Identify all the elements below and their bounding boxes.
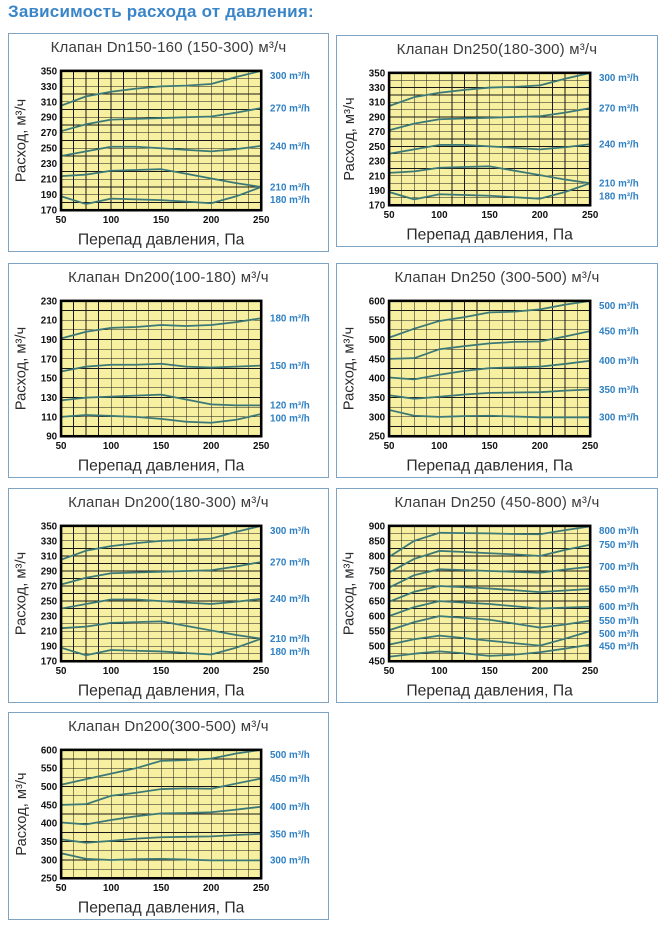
chart-panel: [336, 488, 658, 703]
x-tick-label: 200: [203, 214, 220, 226]
x-tick-label: 250: [582, 440, 599, 452]
curve-label: 550 m³/h: [599, 615, 639, 627]
y-axis-label: Расход, м³/ч: [13, 98, 30, 182]
y-tick-label: 300: [40, 854, 58, 866]
curve-label: 400 m³/h: [599, 355, 639, 367]
curve-label: 350 m³/h: [599, 384, 639, 396]
y-axis-label: Расход, м³/ч: [341, 551, 358, 635]
curve-label: 450 m³/h: [599, 326, 639, 338]
curve-label: 210 m³/h: [598, 178, 639, 190]
x-tick-label: 150: [152, 665, 170, 677]
x-tick-label: 50: [55, 665, 67, 677]
x-axis-label: Перепад давления, Па: [406, 682, 573, 700]
y-tick-label: 310: [368, 97, 386, 109]
y-tick-label: 210: [40, 174, 58, 186]
chart-canvas: [337, 293, 656, 477]
x-axis-label: Перепад давления, Па: [406, 457, 573, 475]
y-axis-label: Расход, м³/ч: [13, 326, 30, 410]
x-tick-label: 250: [253, 440, 270, 452]
x-tick-label: 150: [152, 440, 170, 452]
y-tick-label: 230: [40, 611, 58, 623]
curve-label: 100 m³/h: [270, 413, 310, 425]
y-tick-label: 800: [368, 550, 386, 562]
y-tick-label: 550: [368, 626, 386, 638]
curve-label: 180 m³/h: [270, 194, 310, 206]
y-tick-label: 500: [40, 781, 58, 793]
x-tick-label: 200: [202, 665, 220, 677]
y-tick-label: 250: [368, 431, 386, 443]
x-tick-label: 100: [102, 665, 120, 677]
y-tick-label: 270: [40, 127, 58, 139]
chart-title: Клапан Dn200(180-300) м³/ч: [68, 494, 269, 511]
x-tick-label: 50: [55, 882, 67, 894]
x-axis-label: Перепад давления, Па: [77, 231, 245, 249]
curve-label: 650 m³/h: [599, 584, 639, 596]
curve-label: 270 m³/h: [270, 103, 310, 115]
chart-title: Клапан Dn250(180-300) м³/ч: [396, 41, 598, 58]
y-tick-label: 450: [368, 656, 386, 668]
curve-label: 180 m³/h: [270, 313, 310, 325]
y-tick-label: 210: [40, 315, 58, 327]
x-tick-label: 200: [531, 440, 549, 452]
curve-label: 400 m³/h: [269, 801, 310, 813]
x-tick-label: 50: [383, 665, 395, 677]
y-tick-label: 350: [40, 65, 58, 77]
x-tick-label: 100: [102, 214, 120, 226]
curve-label: 180 m³/h: [270, 646, 310, 658]
chart-canvas: [9, 63, 327, 251]
y-tick-label: 750: [368, 565, 386, 577]
y-tick-label: 190: [40, 641, 58, 653]
x-tick-label: 200: [202, 440, 220, 452]
y-tick-label: 290: [368, 111, 386, 123]
x-tick-label: 150: [152, 214, 170, 226]
y-tick-label: 250: [40, 596, 58, 608]
y-tick-label: 230: [368, 156, 386, 168]
y-tick-label: 250: [368, 141, 386, 153]
y-tick-label: 190: [368, 185, 386, 197]
y-tick-label: 230: [40, 158, 58, 170]
chart-title: Клапан Dn250 (300-500) м³/ч: [394, 269, 600, 286]
curve-label: 300 m³/h: [270, 525, 310, 537]
chart-canvas: [337, 65, 656, 246]
y-tick-label: 330: [368, 82, 386, 94]
curve-label: 240 m³/h: [270, 593, 310, 605]
x-tick-label: 250: [252, 882, 270, 894]
y-tick-label: 300: [368, 411, 386, 423]
y-tick-label: 450: [40, 799, 58, 811]
curve-label: 210 m³/h: [270, 633, 310, 645]
y-tick-label: 310: [40, 550, 58, 562]
curve-label: 800 m³/h: [599, 525, 639, 537]
y-tick-label: 170: [40, 205, 58, 217]
chart-panel: [8, 712, 329, 920]
curve-label: 270 m³/h: [270, 556, 310, 568]
y-tick-label: 150: [40, 373, 58, 385]
curve-label: 500 m³/h: [269, 749, 310, 761]
curve-label: 120 m³/h: [270, 400, 310, 412]
x-tick-label: 100: [431, 440, 448, 452]
y-tick-label: 350: [368, 392, 386, 404]
x-tick-label: 50: [55, 440, 67, 452]
chart-title: Клапан Dn200(300-500) м³/ч: [68, 718, 269, 735]
x-tick-label: 250: [253, 214, 270, 226]
x-tick-label: 150: [152, 882, 170, 894]
x-tick-label: 250: [253, 665, 270, 677]
chart-canvas: [9, 518, 327, 702]
x-tick-label: 50: [383, 440, 395, 452]
x-axis-label: Перепад давления, Па: [77, 899, 245, 917]
y-tick-label: 290: [40, 565, 58, 577]
curve-label: 500 m³/h: [599, 628, 639, 640]
y-axis-label: Расход, м³/ч: [13, 551, 30, 635]
x-tick-label: 100: [431, 665, 448, 677]
x-tick-label: 200: [531, 665, 549, 677]
y-tick-label: 310: [40, 96, 58, 108]
y-tick-label: 270: [368, 126, 386, 138]
y-tick-label: 350: [40, 836, 58, 848]
x-tick-label: 150: [481, 665, 498, 677]
curve-label: 700 m³/h: [599, 561, 639, 573]
curve-label: 350 m³/h: [269, 828, 310, 840]
x-axis-label: Перепад давления, Па: [77, 682, 245, 700]
y-tick-label: 330: [40, 81, 58, 93]
x-tick-label: 200: [202, 882, 220, 894]
y-tick-label: 170: [368, 200, 386, 212]
chart-panel: [8, 33, 329, 252]
y-tick-label: 400: [40, 818, 58, 830]
chart-title: Клапан Dn250 (450-800) м³/ч: [394, 494, 600, 511]
curve-label: 450 m³/h: [269, 773, 310, 785]
curve-label: 180 m³/h: [598, 190, 639, 202]
x-axis-label: Перепад давления, Па: [77, 457, 245, 475]
y-axis-label: Расход, м³/ч: [341, 96, 358, 181]
y-axis-label: Расход, м³/ч: [13, 771, 30, 856]
curve-label: 240 m³/h: [270, 140, 310, 152]
x-tick-label: 100: [102, 882, 120, 894]
chart-panel: [336, 35, 658, 247]
chart-panel: [336, 263, 658, 478]
curve-label: 300 m³/h: [270, 70, 310, 82]
y-tick-label: 350: [40, 520, 58, 532]
chart-title: Клапан Dn200(100-180) м³/ч: [68, 269, 269, 286]
y-tick-label: 190: [40, 334, 58, 346]
page-title: Зависимость расхода от давления:: [8, 2, 314, 21]
curve-label: 150 m³/h: [270, 360, 310, 372]
y-tick-label: 500: [368, 641, 386, 653]
chart-canvas: [9, 742, 327, 919]
y-tick-label: 210: [368, 170, 386, 182]
y-tick-label: 550: [368, 315, 386, 327]
y-tick-label: 230: [40, 295, 58, 307]
y-tick-label: 650: [368, 596, 386, 608]
y-tick-label: 250: [40, 873, 58, 885]
chart-panel: [8, 263, 329, 478]
curve-label: 240 m³/h: [598, 139, 639, 151]
y-tick-label: 450: [368, 353, 386, 365]
y-tick-label: 170: [40, 656, 58, 668]
y-tick-label: 290: [40, 112, 58, 124]
y-tick-label: 700: [368, 581, 386, 593]
curve-label: 300 m³/h: [598, 72, 639, 84]
curve-label: 600 m³/h: [599, 601, 639, 613]
curve-label: 270 m³/h: [598, 103, 639, 115]
y-tick-label: 270: [40, 581, 58, 593]
y-tick-label: 350: [368, 67, 386, 79]
y-tick-label: 110: [41, 411, 58, 423]
curve-label: 750 m³/h: [599, 539, 639, 551]
y-tick-label: 250: [40, 143, 58, 155]
x-tick-label: 250: [582, 665, 599, 677]
x-tick-label: 50: [383, 209, 395, 221]
y-tick-label: 600: [368, 295, 386, 307]
curve-label: 300 m³/h: [269, 855, 310, 867]
x-tick-label: 150: [481, 209, 498, 221]
x-tick-label: 100: [431, 209, 448, 221]
y-tick-label: 600: [40, 744, 58, 756]
chart-canvas: [337, 518, 656, 702]
y-tick-label: 400: [368, 373, 386, 385]
y-tick-label: 550: [40, 763, 58, 775]
curve-label: 300 m³/h: [599, 412, 639, 424]
curve-label: 450 m³/h: [599, 641, 639, 653]
y-tick-label: 190: [40, 189, 58, 201]
chart-panel: [8, 488, 329, 703]
x-tick-label: 50: [55, 214, 67, 226]
y-tick-label: 600: [368, 611, 386, 623]
y-tick-label: 210: [40, 626, 58, 638]
y-tick-label: 130: [40, 392, 58, 404]
y-axis-label: Расход, м³/ч: [341, 326, 358, 410]
curve-label: 500 m³/h: [599, 300, 639, 312]
chart-title: Клапан Dn150-160 (150-300) м³/ч: [50, 39, 287, 56]
x-axis-label: Перепад давления, Па: [406, 226, 573, 244]
y-tick-label: 330: [40, 535, 58, 547]
x-tick-label: 150: [481, 440, 498, 452]
y-tick-label: 170: [40, 353, 58, 365]
x-tick-label: 250: [581, 209, 599, 221]
chart-canvas: [9, 293, 327, 477]
curve-label: 210 m³/h: [270, 181, 310, 193]
y-tick-label: 900: [368, 520, 386, 532]
x-tick-label: 100: [102, 440, 120, 452]
x-tick-label: 200: [531, 209, 549, 221]
y-tick-label: 850: [368, 535, 386, 547]
y-tick-label: 500: [368, 334, 386, 346]
y-tick-label: 90: [46, 431, 58, 443]
